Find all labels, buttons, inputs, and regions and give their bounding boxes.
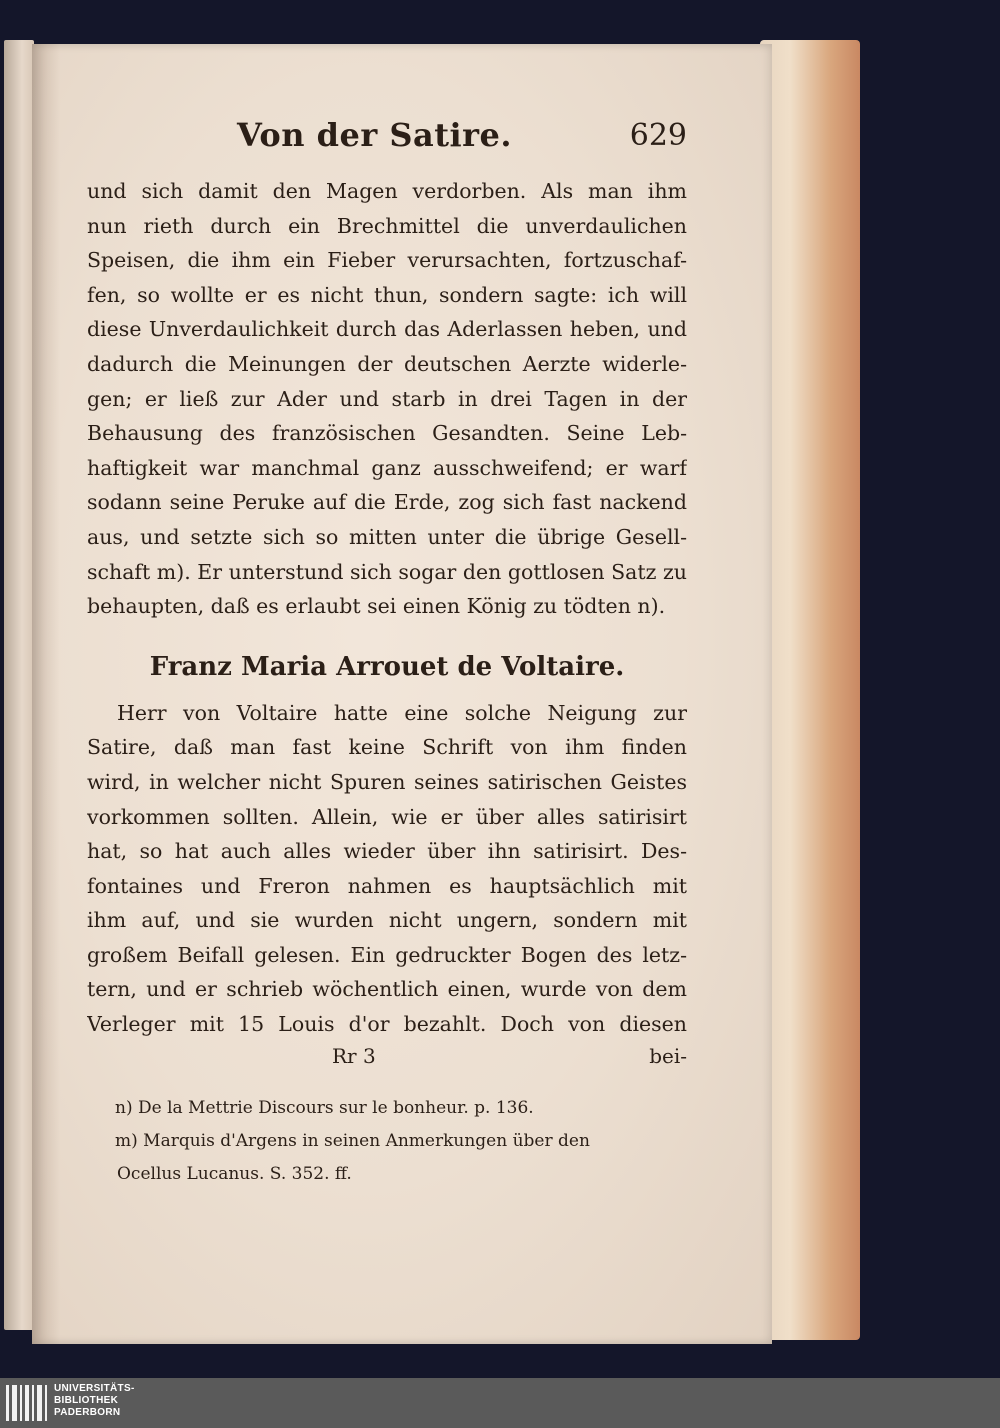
- text-line: gen; er ließ zur Ader und starb in drei Tagen in der: [87, 386, 687, 411]
- footnote: m) Marquis d'Argens in seinen Anmerkungen über den: [115, 1130, 590, 1151]
- library-name-line: BIBLIOTHEK: [54, 1395, 119, 1406]
- text-line: und sich damit den Magen verdorben. Als man ihm: [87, 179, 687, 203]
- signature-mark: Rr 3: [332, 1043, 376, 1068]
- footnote: n) De la Mettrie Discours sur le bonheur. p. 136.: [115, 1097, 534, 1118]
- text-line: Herr von Voltaire hatte eine solche Neigung zur: [117, 700, 687, 725]
- catchword: bei-: [649, 1043, 687, 1068]
- footnote-continuation: Ocellus Lucanus. S. 352. ff.: [117, 1163, 352, 1184]
- text-line: Verleger mit 15 Louis d'or bezahlt. Doch von diesen: [87, 1012, 687, 1037]
- library-logo-icon: [6, 1385, 48, 1421]
- book-page: [32, 44, 772, 1344]
- text-line: großem Beifall gelesen. Ein gedruckter Bogen des letz-: [87, 942, 687, 967]
- text-line: ihm auf, und sie wurden nicht ungern, sondern mit: [87, 908, 687, 933]
- text-line: haftigkeit war manchmal ganz ausschweifend; er warf: [87, 455, 687, 480]
- footnotes: [87, 1092, 687, 1191]
- library-name-line: UNIVERSITÄTS-: [54, 1383, 135, 1394]
- text-line: sodann seine Peruke auf die Erde, zog sich fast nackend: [87, 490, 687, 515]
- text-line: Speisen, die ihm ein Fieber verursachten, fortzuschaf-: [87, 248, 687, 273]
- text-line: fen, so wollte er es nicht thun, sondern sagte: ich will: [87, 282, 687, 307]
- running-title: Von der Satire.: [237, 116, 513, 154]
- text-line: Satire, daß man fast keine Schrift von ihm finden: [87, 735, 687, 760]
- text-line: aus, und setzte sich so mitten unter die übrige Gesell-: [87, 524, 687, 549]
- section-heading: Franz Maria Arrouet de Voltaire.: [149, 651, 625, 682]
- text-line: dadurch die Meinungen der deutschen Aerzte widerle-: [87, 351, 687, 376]
- body-paragraph: [87, 174, 687, 624]
- text-line: behaupten, daß es erlaubt sei einen König zu tödten n).: [87, 594, 666, 619]
- page-number: 629: [629, 118, 687, 153]
- section-paragraph: [87, 696, 687, 1042]
- signature-row: [87, 1042, 687, 1078]
- text-line: wird, in welcher nicht Spuren seines satirischen Geistes: [87, 769, 687, 794]
- text-line: diese Unverdaulichkeit durch das Aderlassen heben, und: [87, 317, 687, 342]
- text-line: vorkommen sollten. Allein, wie er über alles satirisirt: [87, 804, 687, 829]
- library-footer-bar: [0, 1378, 1000, 1428]
- text-line: nun rieth durch ein Brechmittel die unverdaulichen: [87, 213, 687, 238]
- text-line: tern, und er schrieb wöchentlich einen, wurde von dem: [87, 977, 687, 1002]
- text-line: hat, so hat auch alles wieder über ihn satirisirt. Des-: [87, 839, 687, 864]
- text-block: [87, 114, 687, 1191]
- running-head: [87, 114, 687, 174]
- text-line: schaft m). Er unterstund sich sogar den gottlosen Satz zu: [87, 559, 687, 584]
- library-name-line: PADERBORN: [54, 1407, 121, 1418]
- book-cover-edge: [760, 40, 860, 1340]
- text-line: fontaines und Freron nahmen es hauptsächlich mit: [87, 873, 687, 898]
- library-name: [54, 1383, 135, 1419]
- text-line: Behausung des französischen Gesandten. Seine Leb-: [87, 421, 687, 446]
- gutter-shadow: [32, 44, 60, 1344]
- left-page-edge: [4, 40, 34, 1330]
